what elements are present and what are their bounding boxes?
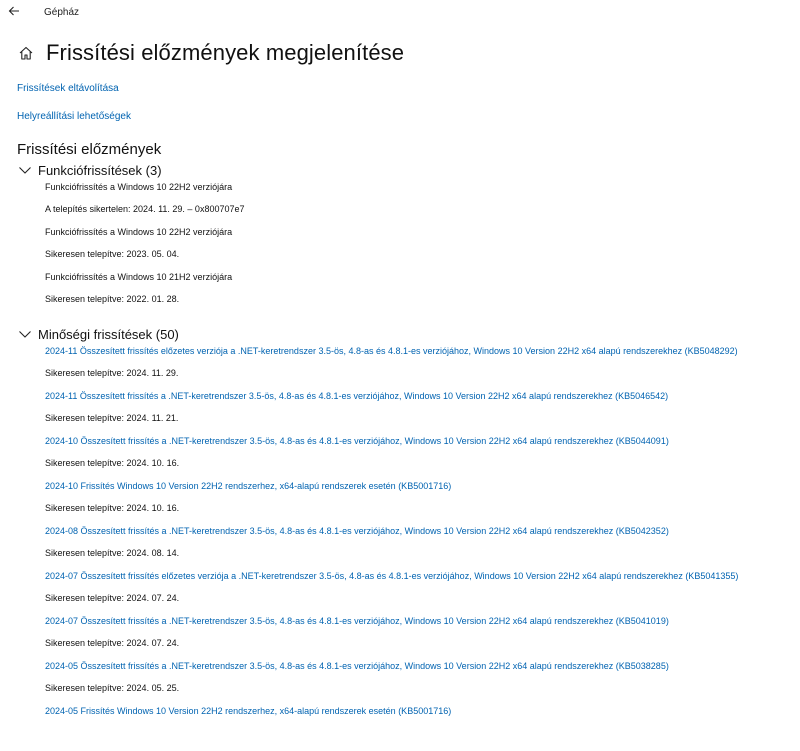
list-item (45, 227, 800, 272)
list-item (45, 526, 800, 571)
update-status: Sikeresen telepítve: 2024. 05. 25. (45, 683, 180, 693)
update-status: Sikeresen telepítve: 2024. 07. 24. (45, 593, 180, 603)
list-item (45, 346, 800, 391)
update-link[interactable]: 2024-11 Összesített frissítés a .NET-keretrendszer 3.5-ös, 4.8-as és 4.8.1-es verziójához, Windows 10 Version 22H2 x64 alapú rendszerekhez (KB5046542) (45, 391, 669, 401)
update-link[interactable]: 2024-08 Összesített frissítés a .NET-keretrendszer 3.5-ös, 4.8-as és 4.8.1-es verziójához, Windows 10 Version 22H2 x64 alapú rendszerekhez (KB5042352) (45, 526, 669, 536)
update-link[interactable]: 2024-11 Összesített frissítés előzetes verziója a .NET-keretrendszer 3.5-ös, 4.8-as és 4.8.1-es verziójához, Windows 10 Version 22H2 x64 alapú rendszerekhez (KB5048292) (45, 346, 738, 356)
home-icon (18, 45, 34, 61)
chevron-down-icon (18, 165, 32, 175)
page-title: Frissítési előzmények megjelenítése (46, 40, 405, 65)
feature-updates-group (18, 161, 245, 304)
list-item (45, 436, 800, 481)
list-item (45, 481, 800, 526)
update-status: Sikeresen telepítve: 2024. 10. 16. (45, 458, 180, 468)
update-status: Sikeresen telepítve: 2022. 01. 28. (45, 294, 180, 304)
list-item (45, 706, 800, 751)
quality-updates-list (45, 346, 800, 751)
quality-updates-toggle[interactable] (18, 325, 179, 343)
update-name: Funkciófrissítés a Windows 10 22H2 verziójára (45, 227, 233, 237)
update-status: A telepítés sikertelen: 2024. 11. 29. – 0x800707e7 (45, 204, 245, 214)
update-status: Sikeresen telepítve: 2024. 10. 16. (45, 503, 180, 513)
update-status: Sikeresen telepítve: 2024. 11. 21. (45, 413, 179, 423)
feature-updates-list (45, 182, 800, 317)
list-item (45, 661, 800, 706)
update-link[interactable]: 2024-05 Összesített frissítés a .NET-keretrendszer 3.5-ös, 4.8-as és 4.8.1-es verziójához, Windows 10 Version 22H2 x64 alapú rendszerekhez (KB5038285) (45, 661, 669, 671)
update-link[interactable]: 2024-10 Frissítés Windows 10 Version 22H2 rendszerhez, x64-alapú rendszerek esetén (KB5001716) (45, 481, 452, 491)
update-status: Sikeresen telepítve: 2024. 07. 24. (45, 638, 180, 648)
update-link[interactable]: 2024-07 Összesített frissítés előzetes verziója a .NET-keretrendszer 3.5-ös, 4.8-as és 4.8.1-es verziójához, Windows 10 Version 22H2 x64 alapú rendszerekhez (KB5041355) (45, 571, 739, 581)
list-item (45, 616, 800, 661)
feature-updates-toggle[interactable] (18, 161, 162, 179)
update-link[interactable]: 2024-07 Összesített frissítés a .NET-keretrendszer 3.5-ös, 4.8-as és 4.8.1-es verziójához, Windows 10 Version 22H2 x64 alapú rendszerekhez (KB5041019) (45, 616, 669, 626)
update-link[interactable]: 2024-10 Összesített frissítés a .NET-keretrendszer 3.5-ös, 4.8-as és 4.8.1-es verziójához, Windows 10 Version 22H2 x64 alapú rendszerekhez (KB5044091) (45, 436, 669, 446)
section-title: Frissítési előzmények (17, 141, 162, 158)
update-status: Sikeresen telepítve: 2024. 08. 14. (45, 548, 180, 558)
feature-updates-label: Funkciófrissítések (3) (38, 162, 162, 178)
back-arrow-icon (8, 5, 20, 17)
update-name: Funkciófrissítés a Windows 10 22H2 verziójára (45, 182, 233, 192)
quality-updates-group (18, 325, 739, 716)
list-item (45, 391, 800, 436)
uninstall-updates-link[interactable]: Frissítések eltávolítása (17, 83, 119, 94)
update-status: Sikeresen telepítve: 2024. 11. 29. (45, 368, 179, 378)
list-item (45, 571, 800, 616)
update-status: Sikeresen telepítve: 2023. 05. 04. (45, 249, 180, 259)
recovery-options-link[interactable]: Helyreállítási lehetőségek (17, 111, 131, 122)
app-title: Gépház (44, 7, 80, 18)
list-item (45, 272, 800, 317)
update-link[interactable]: 2024-05 Frissítés Windows 10 Version 22H2 rendszerhez, x64-alapú rendszerek esetén (KB5001716) (45, 706, 452, 716)
update-name: Funkciófrissítés a Windows 10 21H2 verziójára (45, 272, 233, 282)
quality-updates-label: Minőségi frissítések (50) (38, 326, 179, 342)
title-bar (0, 0, 800, 28)
chevron-down-icon (18, 329, 32, 339)
list-item (45, 182, 800, 227)
back-button[interactable] (8, 4, 30, 22)
page-header (18, 38, 404, 68)
